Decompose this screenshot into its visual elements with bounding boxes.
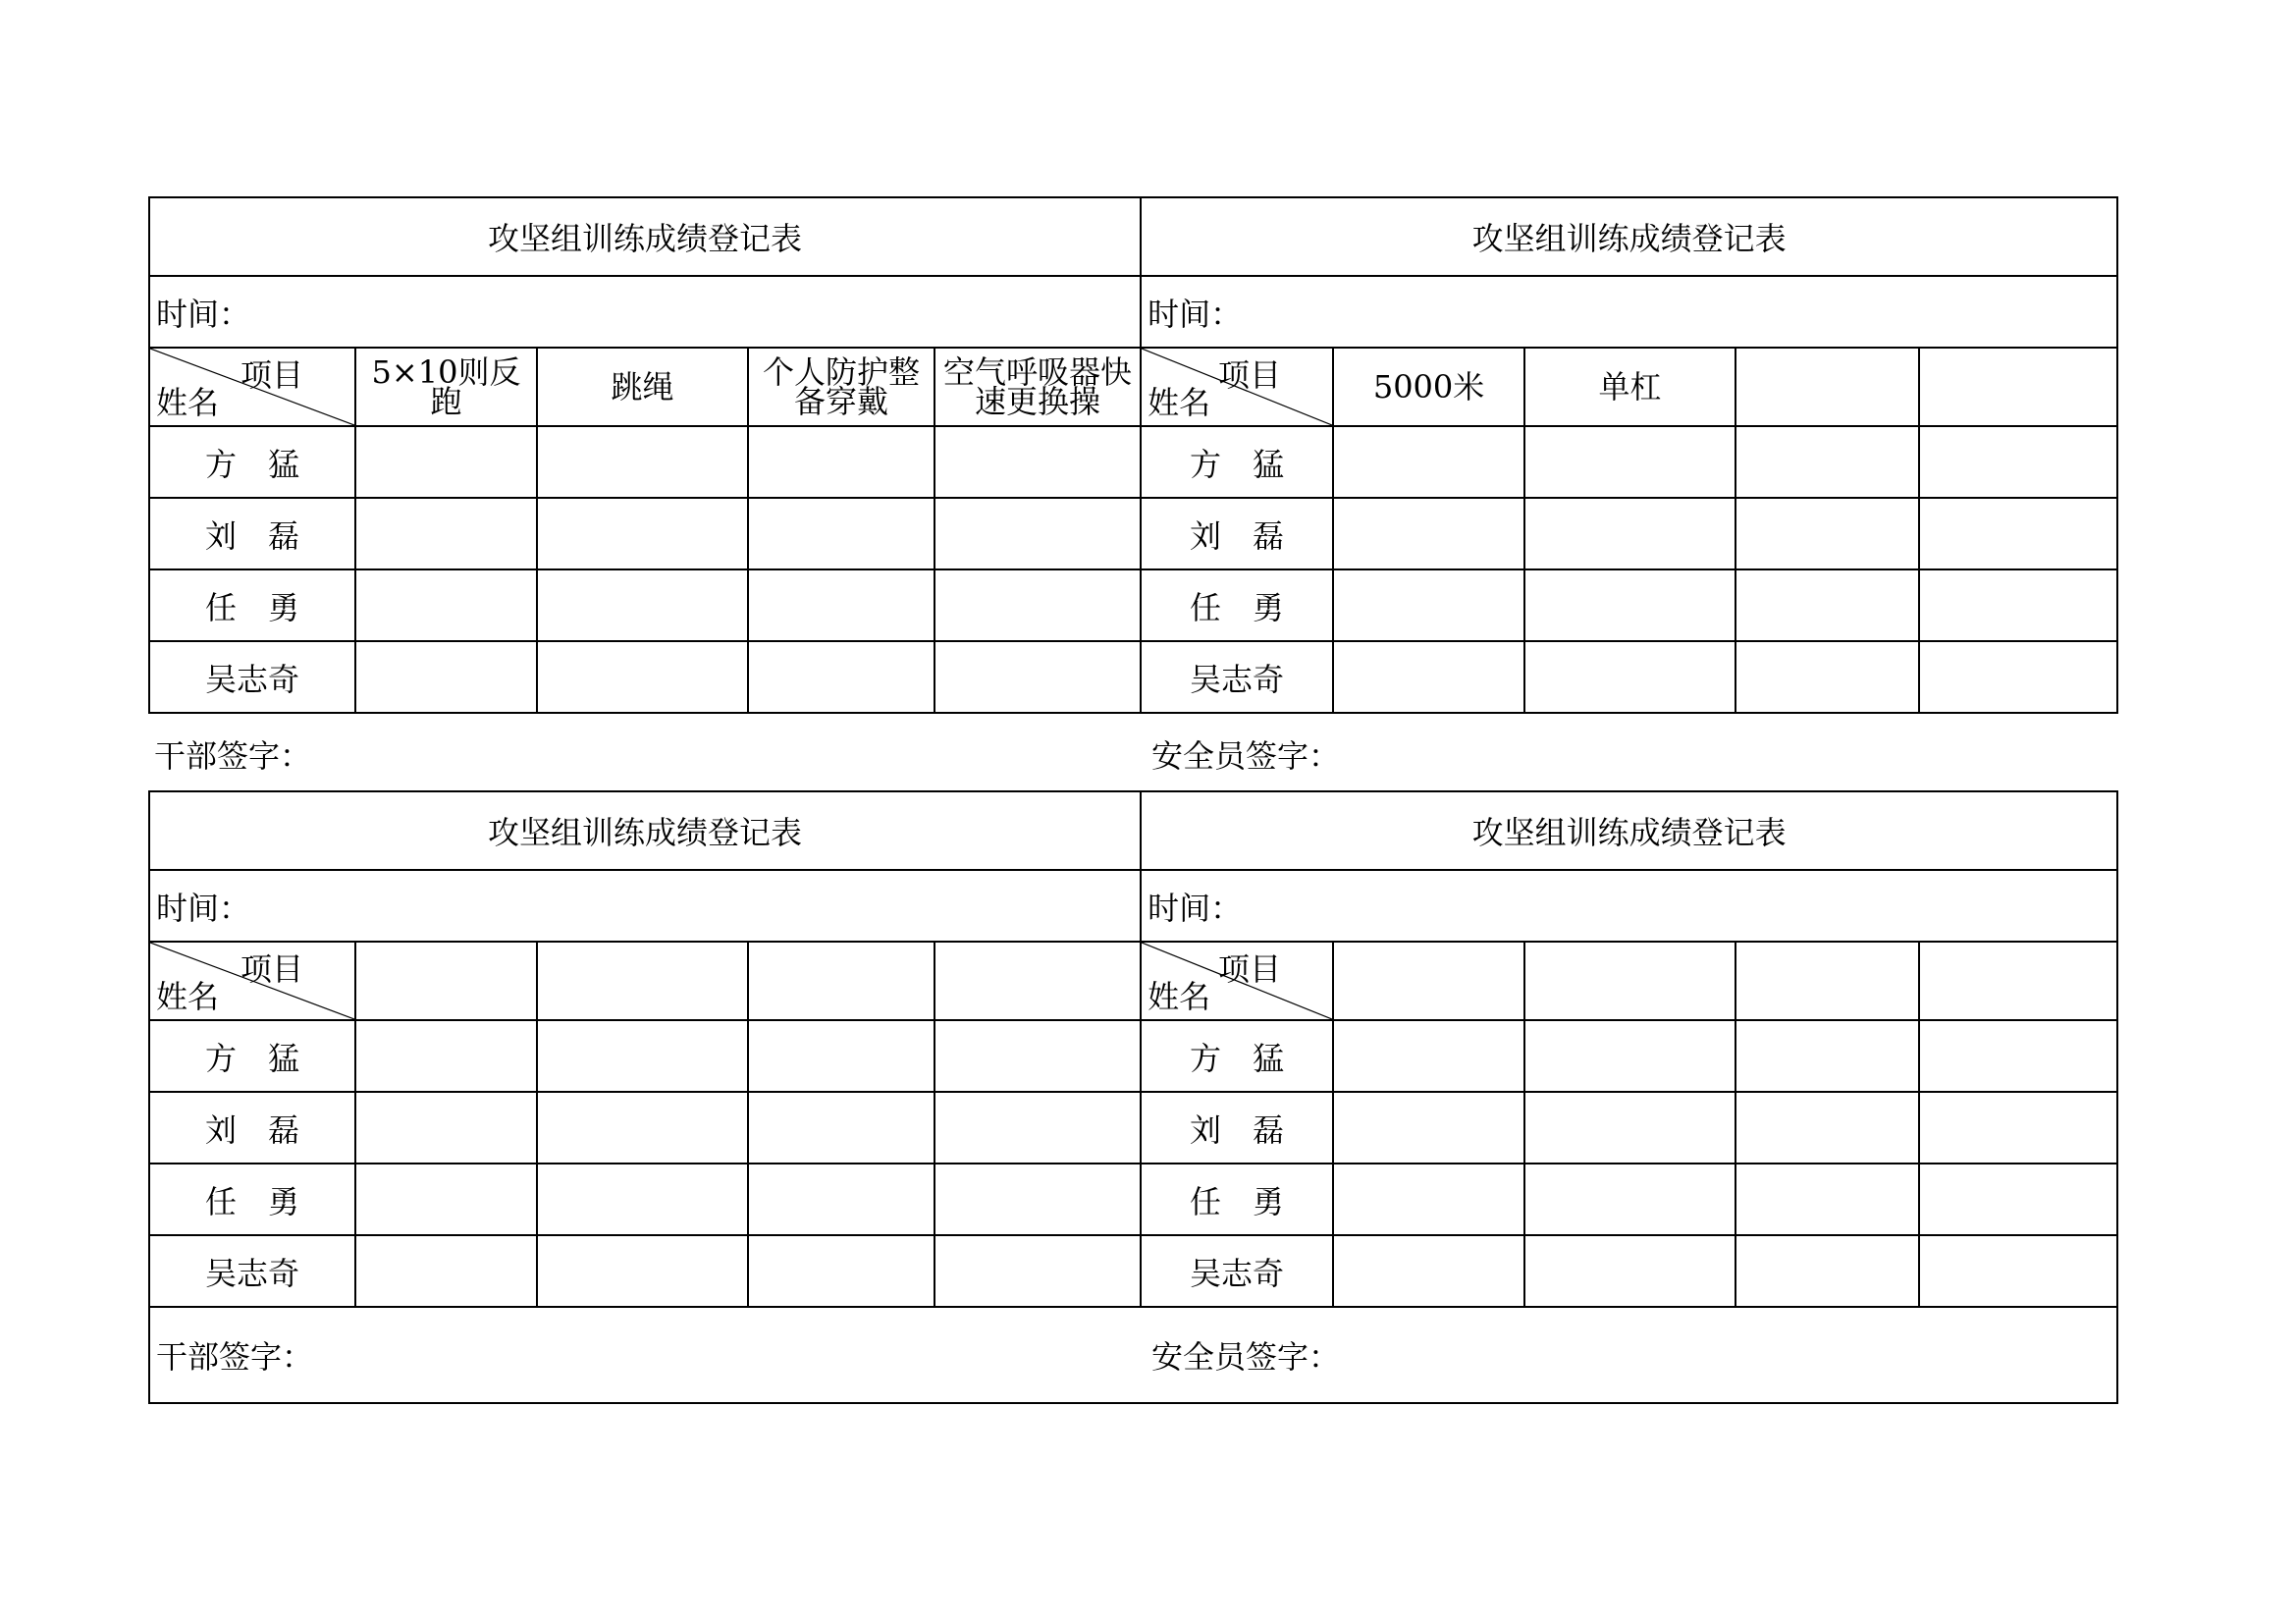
score-cell[interactable] (1735, 1164, 1919, 1235)
column-header (1735, 942, 1919, 1020)
member-name: 刘 磊 (149, 498, 355, 569)
score-cell[interactable] (934, 569, 1141, 641)
score-cell[interactable] (1524, 1020, 1735, 1092)
top-table (148, 196, 2118, 714)
score-cell[interactable] (1735, 1235, 1919, 1307)
score-cell[interactable] (1333, 569, 1524, 641)
column-header (934, 942, 1141, 1020)
score-cell[interactable] (1524, 426, 1735, 498)
score-cell[interactable] (1524, 1092, 1735, 1164)
diag-item-label: 项目 (1218, 950, 1282, 988)
member-name: 刘 磊 (1141, 1092, 1333, 1164)
score-cell[interactable] (1333, 426, 1524, 498)
score-cell[interactable] (1735, 426, 1919, 498)
score-cell[interactable] (1735, 1092, 1919, 1164)
sheet-title: 攻坚组训练成绩登记表 (149, 197, 1141, 276)
score-cell[interactable] (1919, 426, 2117, 498)
score-cell[interactable] (1919, 1020, 2117, 1092)
diag-item-label: 项目 (240, 950, 303, 988)
score-cell[interactable] (1735, 498, 1919, 569)
column-header: 单杠 (1524, 348, 1735, 426)
score-cell[interactable] (355, 1235, 537, 1307)
score-cell[interactable] (1333, 1235, 1524, 1307)
score-cell[interactable] (748, 498, 934, 569)
diag-item-label: 项目 (240, 356, 303, 394)
diag-name-label: 姓名 (156, 978, 220, 1015)
column-header (1524, 942, 1735, 1020)
column-header: 5000米 (1333, 348, 1524, 426)
score-cell[interactable] (748, 569, 934, 641)
score-cell[interactable] (748, 1020, 934, 1092)
time-field[interactable]: 时间： (1141, 870, 2117, 942)
score-cell[interactable] (1333, 1020, 1524, 1092)
time-field[interactable]: 时间： (149, 276, 1141, 348)
score-cell[interactable] (1919, 1092, 2117, 1164)
bottom-table (148, 790, 2118, 1404)
score-cell[interactable] (537, 641, 748, 713)
sheet-title: 攻坚组训练成绩登记表 (1141, 197, 2117, 276)
score-cell[interactable] (1735, 569, 1919, 641)
score-cell[interactable] (934, 498, 1141, 569)
time-field[interactable]: 时间： (1141, 276, 2117, 348)
score-cell[interactable] (1735, 641, 1919, 713)
column-header (1919, 942, 2117, 1020)
score-cell[interactable] (1524, 1235, 1735, 1307)
cadre-signature-label: 干部签字： (154, 737, 312, 775)
score-cell[interactable] (1524, 641, 1735, 713)
score-cell[interactable] (1333, 498, 1524, 569)
diagonal-header (1141, 348, 1333, 426)
score-cell[interactable] (355, 1020, 537, 1092)
score-cell[interactable] (1919, 1164, 2117, 1235)
score-cell[interactable] (355, 641, 537, 713)
member-name: 刘 磊 (149, 1092, 355, 1164)
score-cell[interactable] (748, 1092, 934, 1164)
score-cell[interactable] (748, 1164, 934, 1235)
diagonal-header (1141, 942, 1333, 1020)
score-cell[interactable] (1524, 569, 1735, 641)
diag-name-label: 姓名 (156, 384, 220, 421)
member-name: 吴志奇 (149, 641, 355, 713)
score-cell[interactable] (1919, 1235, 2117, 1307)
score-cell[interactable] (1333, 1164, 1524, 1235)
score-cell[interactable] (1524, 1164, 1735, 1235)
score-cell[interactable] (748, 641, 934, 713)
score-cell[interactable] (1735, 1020, 1919, 1092)
column-header: 个人防护整备穿戴 (748, 348, 934, 426)
score-cell[interactable] (748, 426, 934, 498)
score-sheet (148, 196, 2116, 1404)
column-header: 5×10则反跑 (355, 348, 537, 426)
column-header: 空气呼吸器快速更换操 (934, 348, 1141, 426)
score-cell[interactable] (1919, 498, 2117, 569)
column-header (1333, 942, 1524, 1020)
sheet-title: 攻坚组训练成绩登记表 (1141, 791, 2117, 870)
score-cell[interactable] (934, 1164, 1141, 1235)
score-cell[interactable] (1333, 641, 1524, 713)
score-cell[interactable] (1919, 641, 2117, 713)
score-cell[interactable] (748, 1235, 934, 1307)
member-name: 吴志奇 (1141, 1235, 1333, 1307)
diag-name-label: 姓名 (1148, 384, 1211, 421)
member-name: 任 勇 (1141, 569, 1333, 641)
column-header (1735, 348, 1919, 426)
member-name: 任 勇 (149, 569, 355, 641)
member-name: 吴志奇 (1141, 641, 1333, 713)
diag-item-label: 项目 (1218, 356, 1282, 394)
score-cell[interactable] (355, 1092, 537, 1164)
safety-signature-label: 安全员签字： (1151, 1338, 1341, 1376)
diag-name-label: 姓名 (1148, 978, 1211, 1015)
score-cell[interactable] (537, 498, 748, 569)
column-header (748, 942, 934, 1020)
time-field[interactable]: 时间： (149, 870, 1141, 942)
member-name: 刘 磊 (1141, 498, 1333, 569)
score-cell[interactable] (355, 1164, 537, 1235)
sheet-title: 攻坚组训练成绩登记表 (149, 791, 1141, 870)
score-cell[interactable] (1524, 498, 1735, 569)
score-cell[interactable] (537, 1092, 748, 1164)
score-cell[interactable] (934, 1092, 1141, 1164)
score-cell[interactable] (537, 1235, 748, 1307)
column-header (537, 942, 748, 1020)
score-cell[interactable] (355, 569, 537, 641)
score-cell[interactable] (934, 1020, 1141, 1092)
member-name: 任 勇 (149, 1164, 355, 1235)
score-cell[interactable] (537, 1020, 748, 1092)
column-header (355, 942, 537, 1020)
score-cell[interactable] (537, 1164, 748, 1235)
member-name: 方 猛 (149, 426, 355, 498)
column-header: 跳绳 (537, 348, 748, 426)
score-cell[interactable] (355, 498, 537, 569)
column-header (1919, 348, 2117, 426)
member-name: 方 猛 (149, 1020, 355, 1092)
safety-signature-label: 安全员签字： (1151, 737, 1341, 775)
score-cell[interactable] (355, 426, 537, 498)
member-name: 任 勇 (1141, 1164, 1333, 1235)
score-cell[interactable] (1333, 1092, 1524, 1164)
score-cell[interactable] (537, 569, 748, 641)
member-name: 吴志奇 (149, 1235, 355, 1307)
cadre-signature-label: 干部签字： (156, 1338, 314, 1376)
score-cell[interactable] (537, 426, 748, 498)
diagonal-header (149, 348, 355, 426)
score-cell[interactable] (1919, 569, 2117, 641)
signature-line (148, 714, 2116, 790)
score-cell[interactable] (934, 641, 1141, 713)
member-name: 方 猛 (1141, 426, 1333, 498)
score-cell[interactable] (934, 1235, 1141, 1307)
diagonal-header (149, 942, 355, 1020)
score-cell[interactable] (934, 426, 1141, 498)
member-name: 方 猛 (1141, 1020, 1333, 1092)
signature-row (149, 1307, 2117, 1403)
